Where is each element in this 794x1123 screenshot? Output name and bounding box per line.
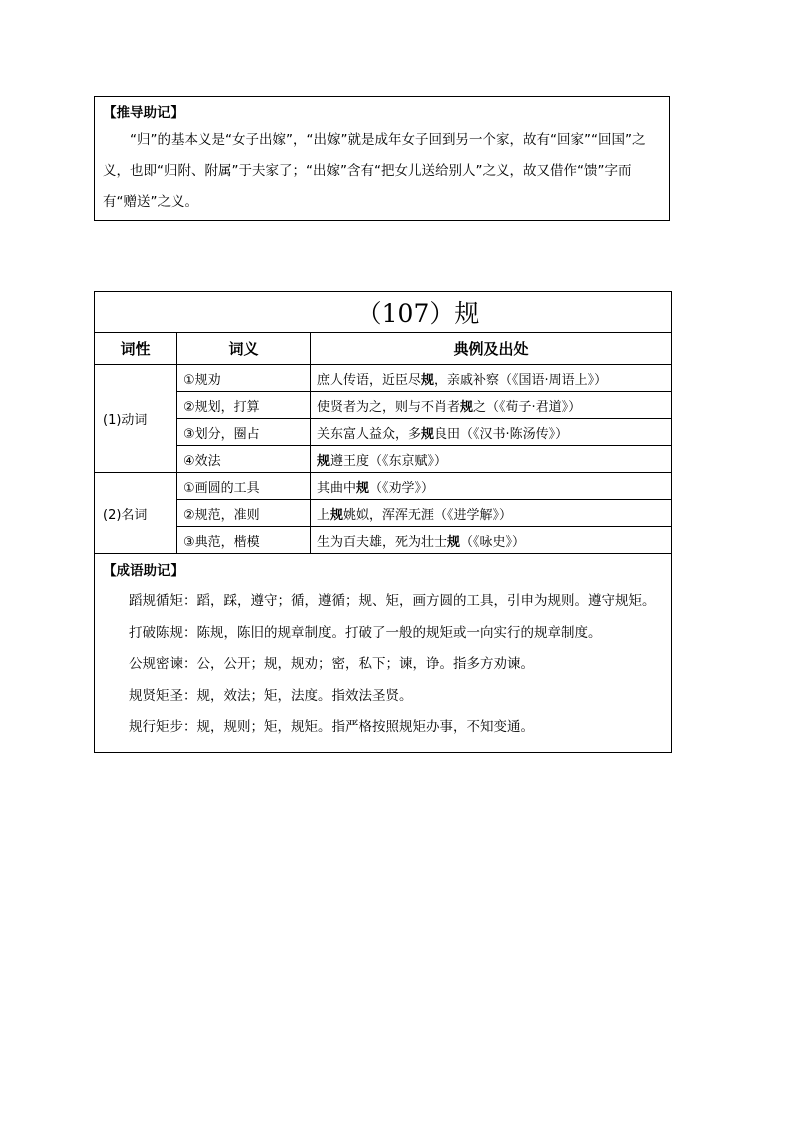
sense-cell: ②规划，打算 [177,392,311,419]
memo-box [94,96,670,221]
pos-verb: (1)动词 [95,365,177,473]
sense-cell: ①规劝 [177,365,311,392]
table-title: （107）规 [356,299,480,328]
idiom-line: 规贤矩圣：规，效法；矩，法度。指效法圣贤。 [129,687,413,704]
header-sense: 词义 [177,333,311,365]
table-row [95,473,672,500]
table-title-cell [95,292,672,333]
word-table [94,291,672,753]
idiom-section [95,554,672,753]
idiom-line: 规行矩步：规，规则；矩，规矩。指严格按照规矩办事，不知变通。 [129,719,534,735]
pos-noun: (2)名词 [95,473,177,554]
header-example: 典例及出处 [311,333,672,365]
table-row [95,500,672,527]
sense-cell: ④效法 [177,446,311,473]
example-cell: 关东富人益众，多规良田（《汉书·陈汤传》） [311,419,672,446]
sense-cell: ③典范，楷模 [177,527,311,554]
example-cell: 生为百夫雄，死为壮士规（《咏史》） [311,527,672,554]
sense-cell: ③划分，圈占 [177,419,311,446]
idiom-heading: 【成语助记】 [103,563,184,579]
sense-cell: ①画圆的工具 [177,473,311,500]
example-cell: 规遵王度（《东京赋》） [311,446,672,473]
table-row [95,365,672,392]
example-cell: 上规姚姒，浑浑无涯（《进学解》） [311,500,672,527]
table-row [95,446,672,473]
idiom-line: 打破陈规：陈规，陈旧的规章制度。打破了一般的规矩或一向实行的规章制度。 [129,624,602,641]
sense-cell: ②规范，准则 [177,500,311,527]
memo-heading: 【推导助记】 [103,105,184,121]
table-row [95,392,672,419]
example-cell: 其曲中规（《劝学》） [311,473,672,500]
memo-text: “归”的基本义是“女子出嫁”，“出嫁”就是成年女子回到另一个家，故有“回家”“回国”之义，也即“归附、附属”于夫家了；“出嫁”含有“把女儿送给别人”之义，故又借作“馈”字而有“赠送”之义。 [103,132,646,210]
idiom-line: 公规密谏：公，公开；规，规劝；密，私下；谏，诤。指多方劝谏。 [129,656,534,672]
example-cell: 庶人传语，近臣尽规，亲戚补察（《国语·周语上》） [311,365,672,392]
idiom-line: 蹈规循矩：蹈，踩，遵守；循，遵循；规、矩，画方圆的工具，引申为规则。遵守规矩。 [129,593,656,609]
header-pos: 词性 [95,333,177,365]
table-row [95,527,672,554]
example-cell: 使贤者为之，则与不肖者规之（《荀子·君道》） [311,392,672,419]
table-row [95,419,672,446]
